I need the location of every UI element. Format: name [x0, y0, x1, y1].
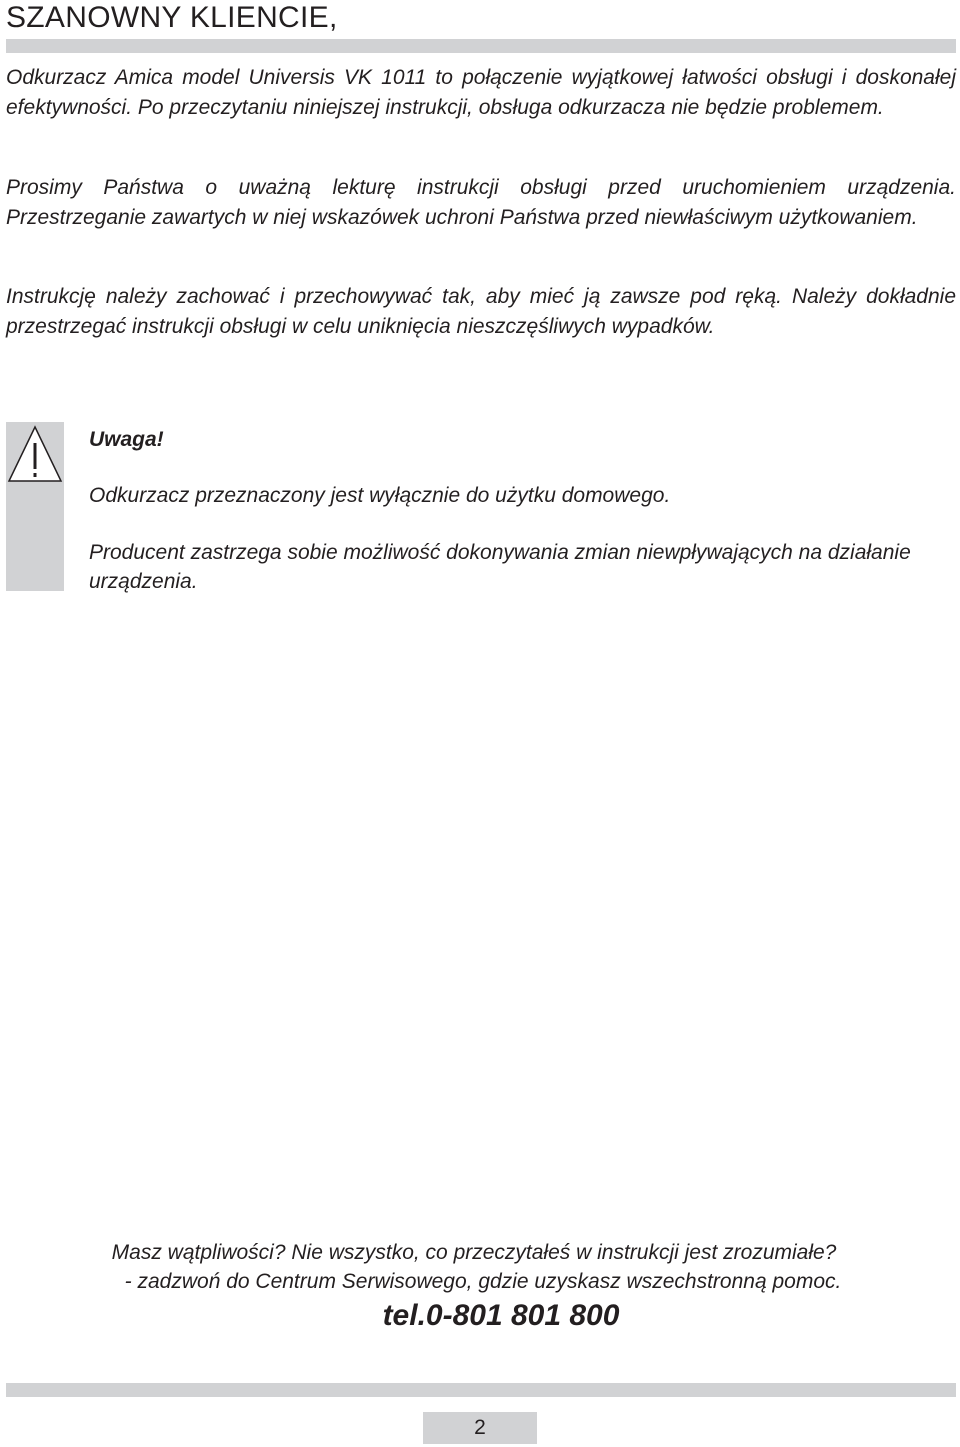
- warning-text-changes: Producent zastrzega sobie możliwość dokonywania zmian niewpływających na działanie urządzenia.: [89, 541, 911, 593]
- intro-paragraph-3: Instrukcję należy zachować i przechowywać tak, aby mieć ją zawsze pod ręką. Należy dokładnie przestrzegać instrukcji obsługi w celu uniknięcia nieszczęśliwych wypadków.: [6, 285, 956, 338]
- warning-text-household: Odkurzacz przeznaczony jest wyłącznie do użytku domowego.: [89, 484, 671, 507]
- warning-triangle-icon: [6, 423, 64, 483]
- intro-paragraph-2: Prosimy Państwa o uważną lekturę instrukcji obsługi przed uruchomieniem urządzenia. Przestrzeganie zawartych w niej wskazówek uchroni Państwa przed niewłaściwym użytkowaniem.: [6, 176, 956, 229]
- footer-divider: [6, 1383, 956, 1397]
- intro-paragraph-1: Odkurzacz Amica model Universis VK 1011 to połączenie wyjątkowej łatwości obsługi i doskonałej efektywności. Po przeczytaniu niniejszej instrukcji, obsługa odkurzacza nie będzie problemem.: [6, 66, 956, 119]
- header-divider: [6, 39, 956, 53]
- footer-question: Masz wątpliwości? Nie wszystko, co przeczytałeś w instrukcji jest zrozumiałe?: [111, 1241, 837, 1264]
- page-number: 2: [423, 1412, 537, 1444]
- footer-call-text: - zadzwoń do Centrum Serwisowego, gdzie uzyskasz wszechstronną pomoc.: [124, 1270, 842, 1293]
- page-title: SZANOWNY KLIENCIE,: [6, 1, 338, 34]
- service-phone-number: tel.0-801 801 800: [382, 1299, 620, 1332]
- warning-heading: Uwaga!: [89, 428, 164, 451]
